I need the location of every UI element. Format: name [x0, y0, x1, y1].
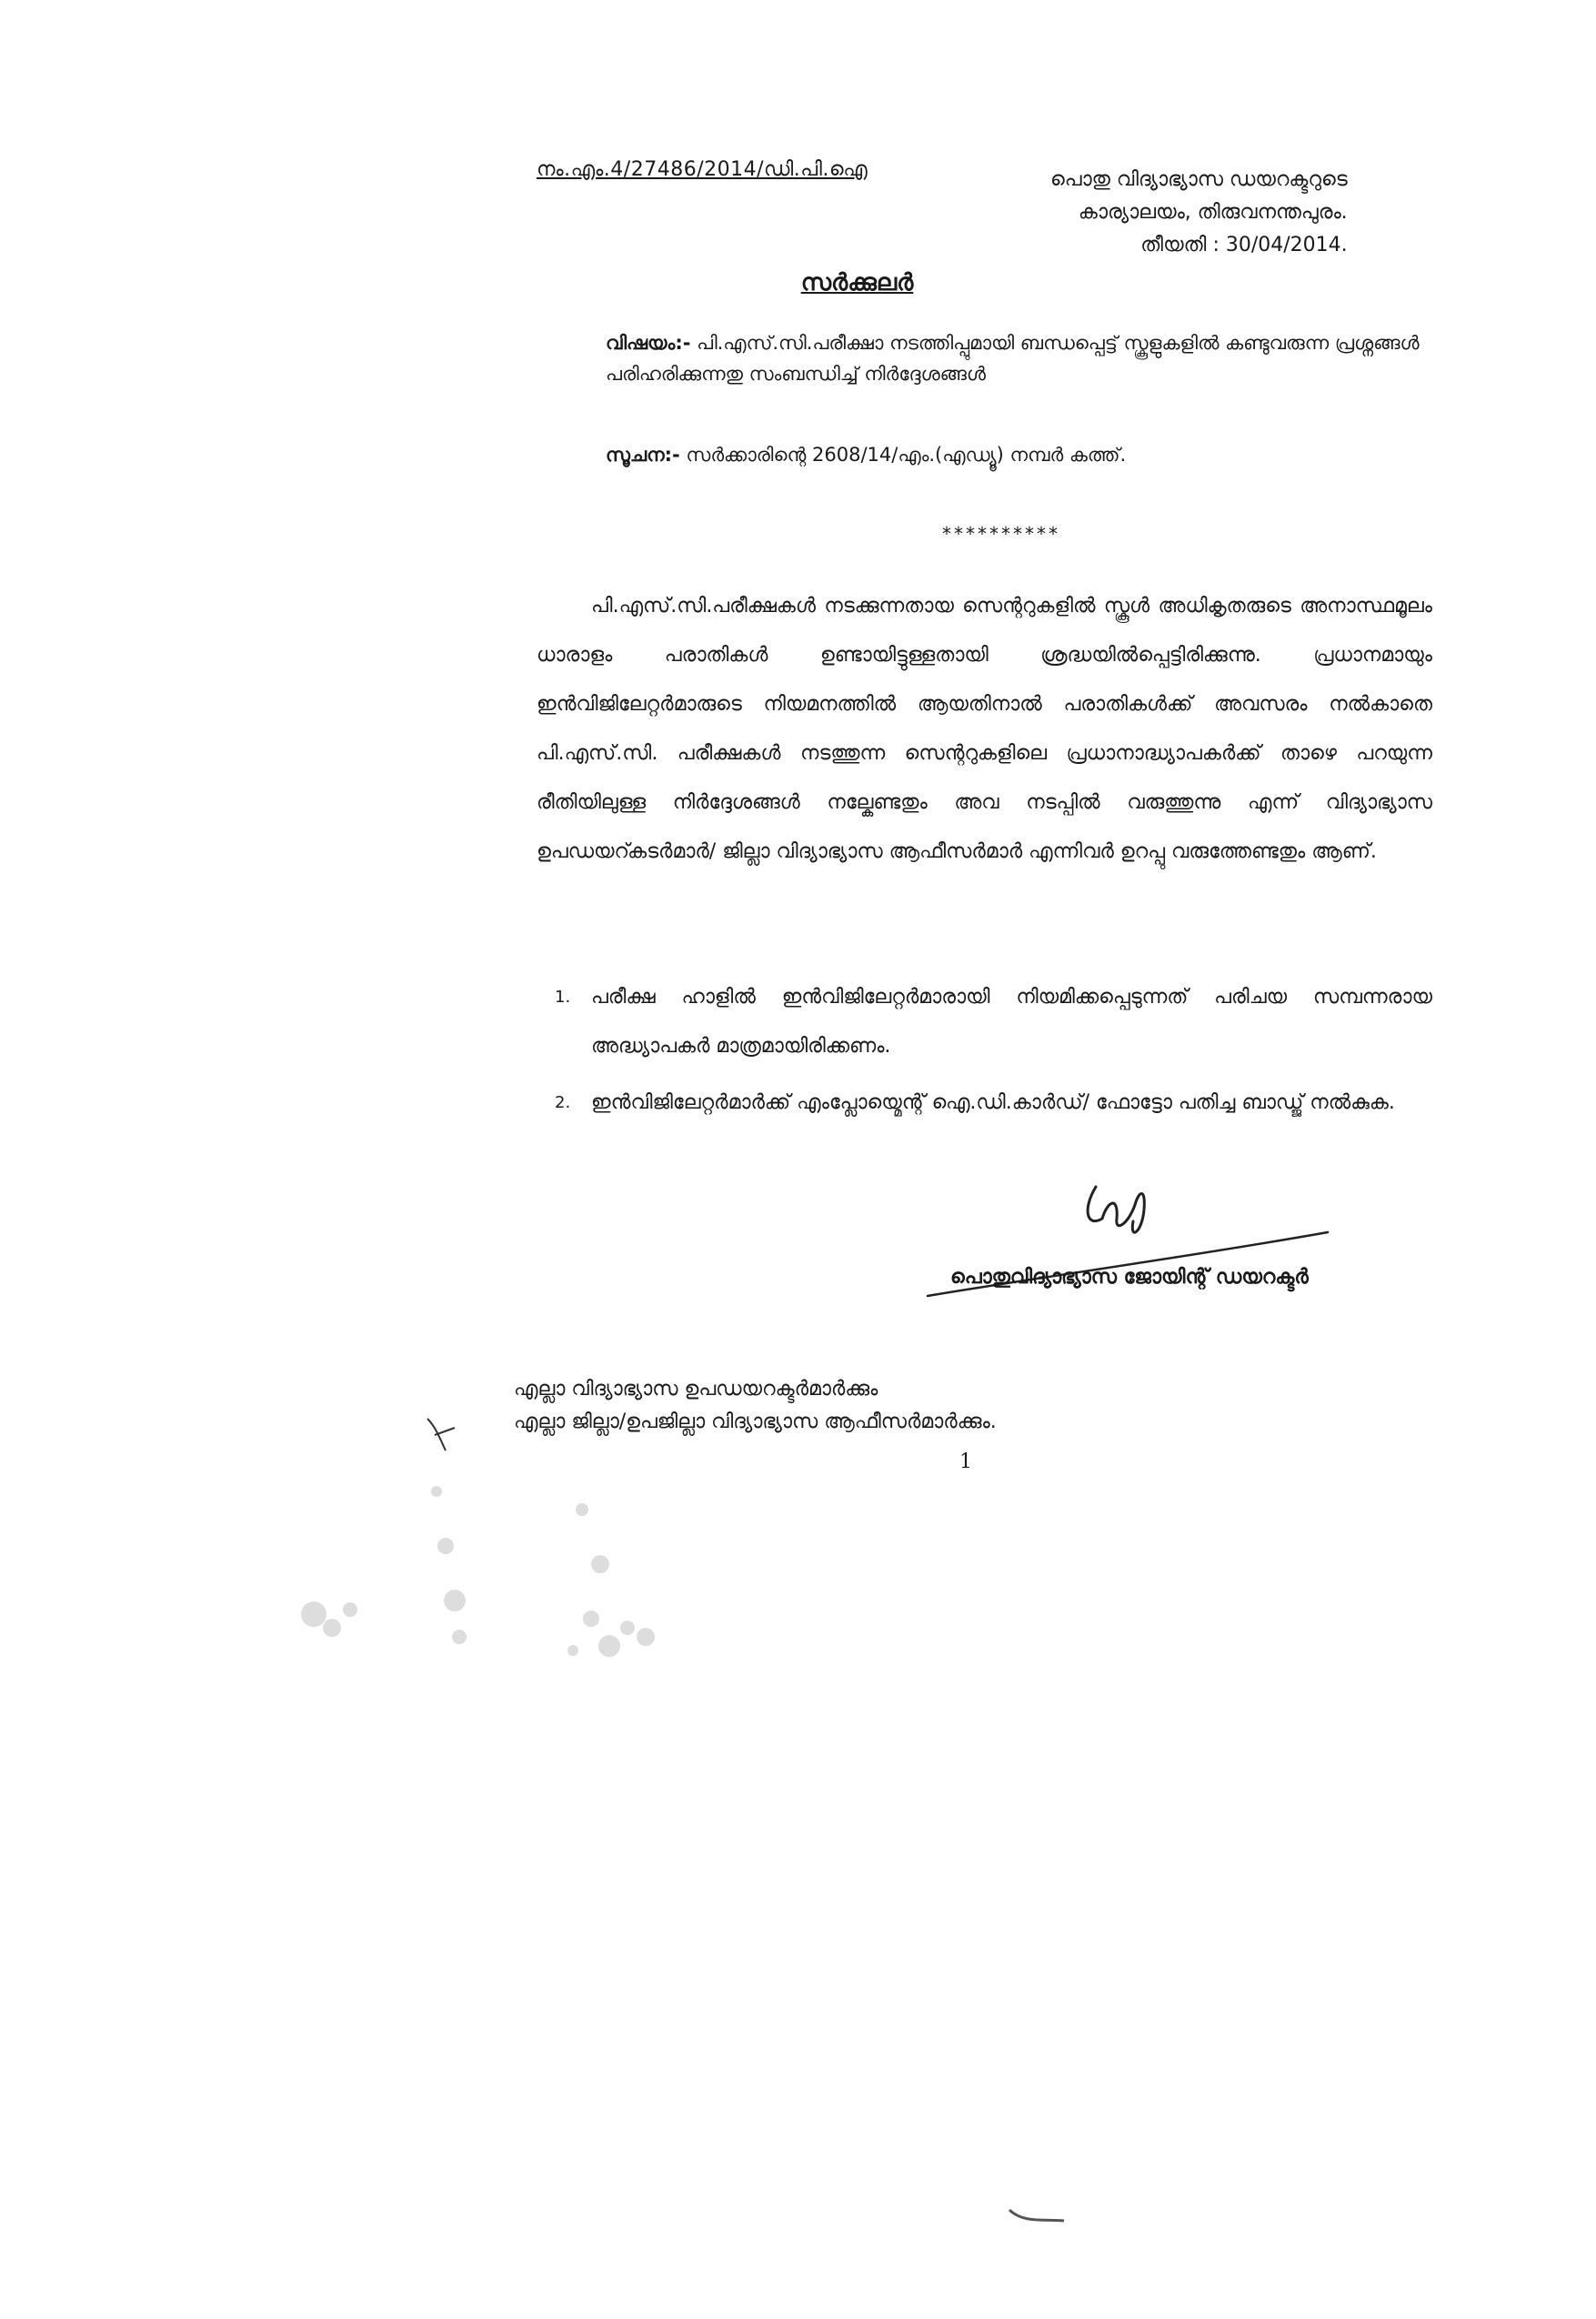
page-number: 1 [959, 1451, 972, 1473]
document-title: സർക്കുലർ [800, 269, 914, 296]
subject-text: പി.എസ്.സി.പരീക്ഷാ നടത്തിപ്പുമായി ബന്ധപ്പെട്ട് സ്കൂളുകളിൽ കണ്ടുവരുന്ന പ്രശ്നങ്ങൾ പരിഹരിക്കുന്നതു സംബന്ധിച്ച് നിർദ്ദേശങ്ങൾ [606, 332, 1420, 385]
list-item-text: ഇൻവിജിലേറ്റർമാർക്ക് എംപ്ലോയ്മെന്റ് ഐ.ഡി.കാർഡ്/ ഫോട്ടോ പതിച്ച ബാഡ്ജ് നൽകുക. [591, 1091, 1395, 1114]
office-line-1: പൊതു വിദ്യാഭ്യാസ ഡയറക്ടറുടെ [1050, 168, 1348, 191]
list-item-number: 1. [555, 988, 571, 1007]
office-line-2: കാര്യാലയം, തിരുവനന്തപുരം. [1078, 201, 1348, 224]
reference-label: സൂചന:- [606, 444, 680, 466]
date-line: തീയതി : 30/04/2014. [1140, 234, 1348, 256]
separator: ********** [942, 523, 1060, 545]
list-item-text: പരീക്ഷ ഹാളിൽ ഇൻവിജിലേറ്റർമാരായി നിയമിക്കപ്പെടുന്നത് പരിചയ സമ്പന്നരായ അദ്ധ്യാപകർ മാത്രമായിരിക്കണം. [591, 986, 1432, 1058]
list-item-number: 2. [555, 1093, 571, 1112]
recipient-line: എല്ലാ വിദ്യാഭ്യാസ ഉപഡയറക്ടർമാർക്കും [514, 1378, 878, 1400]
signatory-title: പൊതുവിദ്യാഭ്യാസ ജോയിന്റ് ഡയറക്ടർ [950, 1266, 1309, 1289]
recipient-line: എല്ലാ ജില്ലാ/ഉപജില്ലാ വിദ്യാഭ്യാസ ആഫീസർമാർക്കും. [514, 1410, 997, 1433]
reference-number: നം.എം.4/27486/2014/ഡി.പി.ഐ [537, 158, 868, 181]
body-paragraph: പി.എസ്.സി.പരീക്ഷകൾ നടക്കുന്നതായ സെന്ററുകളിൽ സ്കൂൾ അധികൃതരുടെ അനാസ്ഥമൂലം ധാരാളം പരാതികൾ ഉണ്ടായിട്ടുള്ളതായി ശ്രദ്ധയിൽപ്പെട്ടിരിക്കുന്നു. പ്രധാനമായും ഇൻവിജിലേറ്റർമാരുടെ നിയമനത്തിൽ ആയതിനാൽ പരാതികൾക്ക് അവസരം നൽകാതെ പി.എസ്.സി. പരീക്ഷകൾ നടത്തുന്ന സെന്ററുകളിലെ പ്രധാനാദ്ധ്യാപകർക്ക് താഴെ പറയുന്ന രീതിയിലുള്ള നിർദ്ദേശങ്ങൾ നല്കേണ്ടതും അവ നടപ്പിൽ വരുത്തുന്നു എന്ന് വിദ്യാഭ്യാസ ഉപഡയറ്കടർമാർ/ ജില്ലാ വിദ്യാഭ്യാസ ആഫീസർമാർ എന്നിവർ ഉറപ്പു വരുത്തേണ്ടതും ആണ്. [537, 595, 1432, 863]
reference-text: സർക്കാരിന്റെ 2608/14/എം.(എഡ്യൂ) നമ്പർ കത്ത്. [686, 444, 1127, 466]
subject-label: വിഷയം:- [606, 332, 691, 354]
